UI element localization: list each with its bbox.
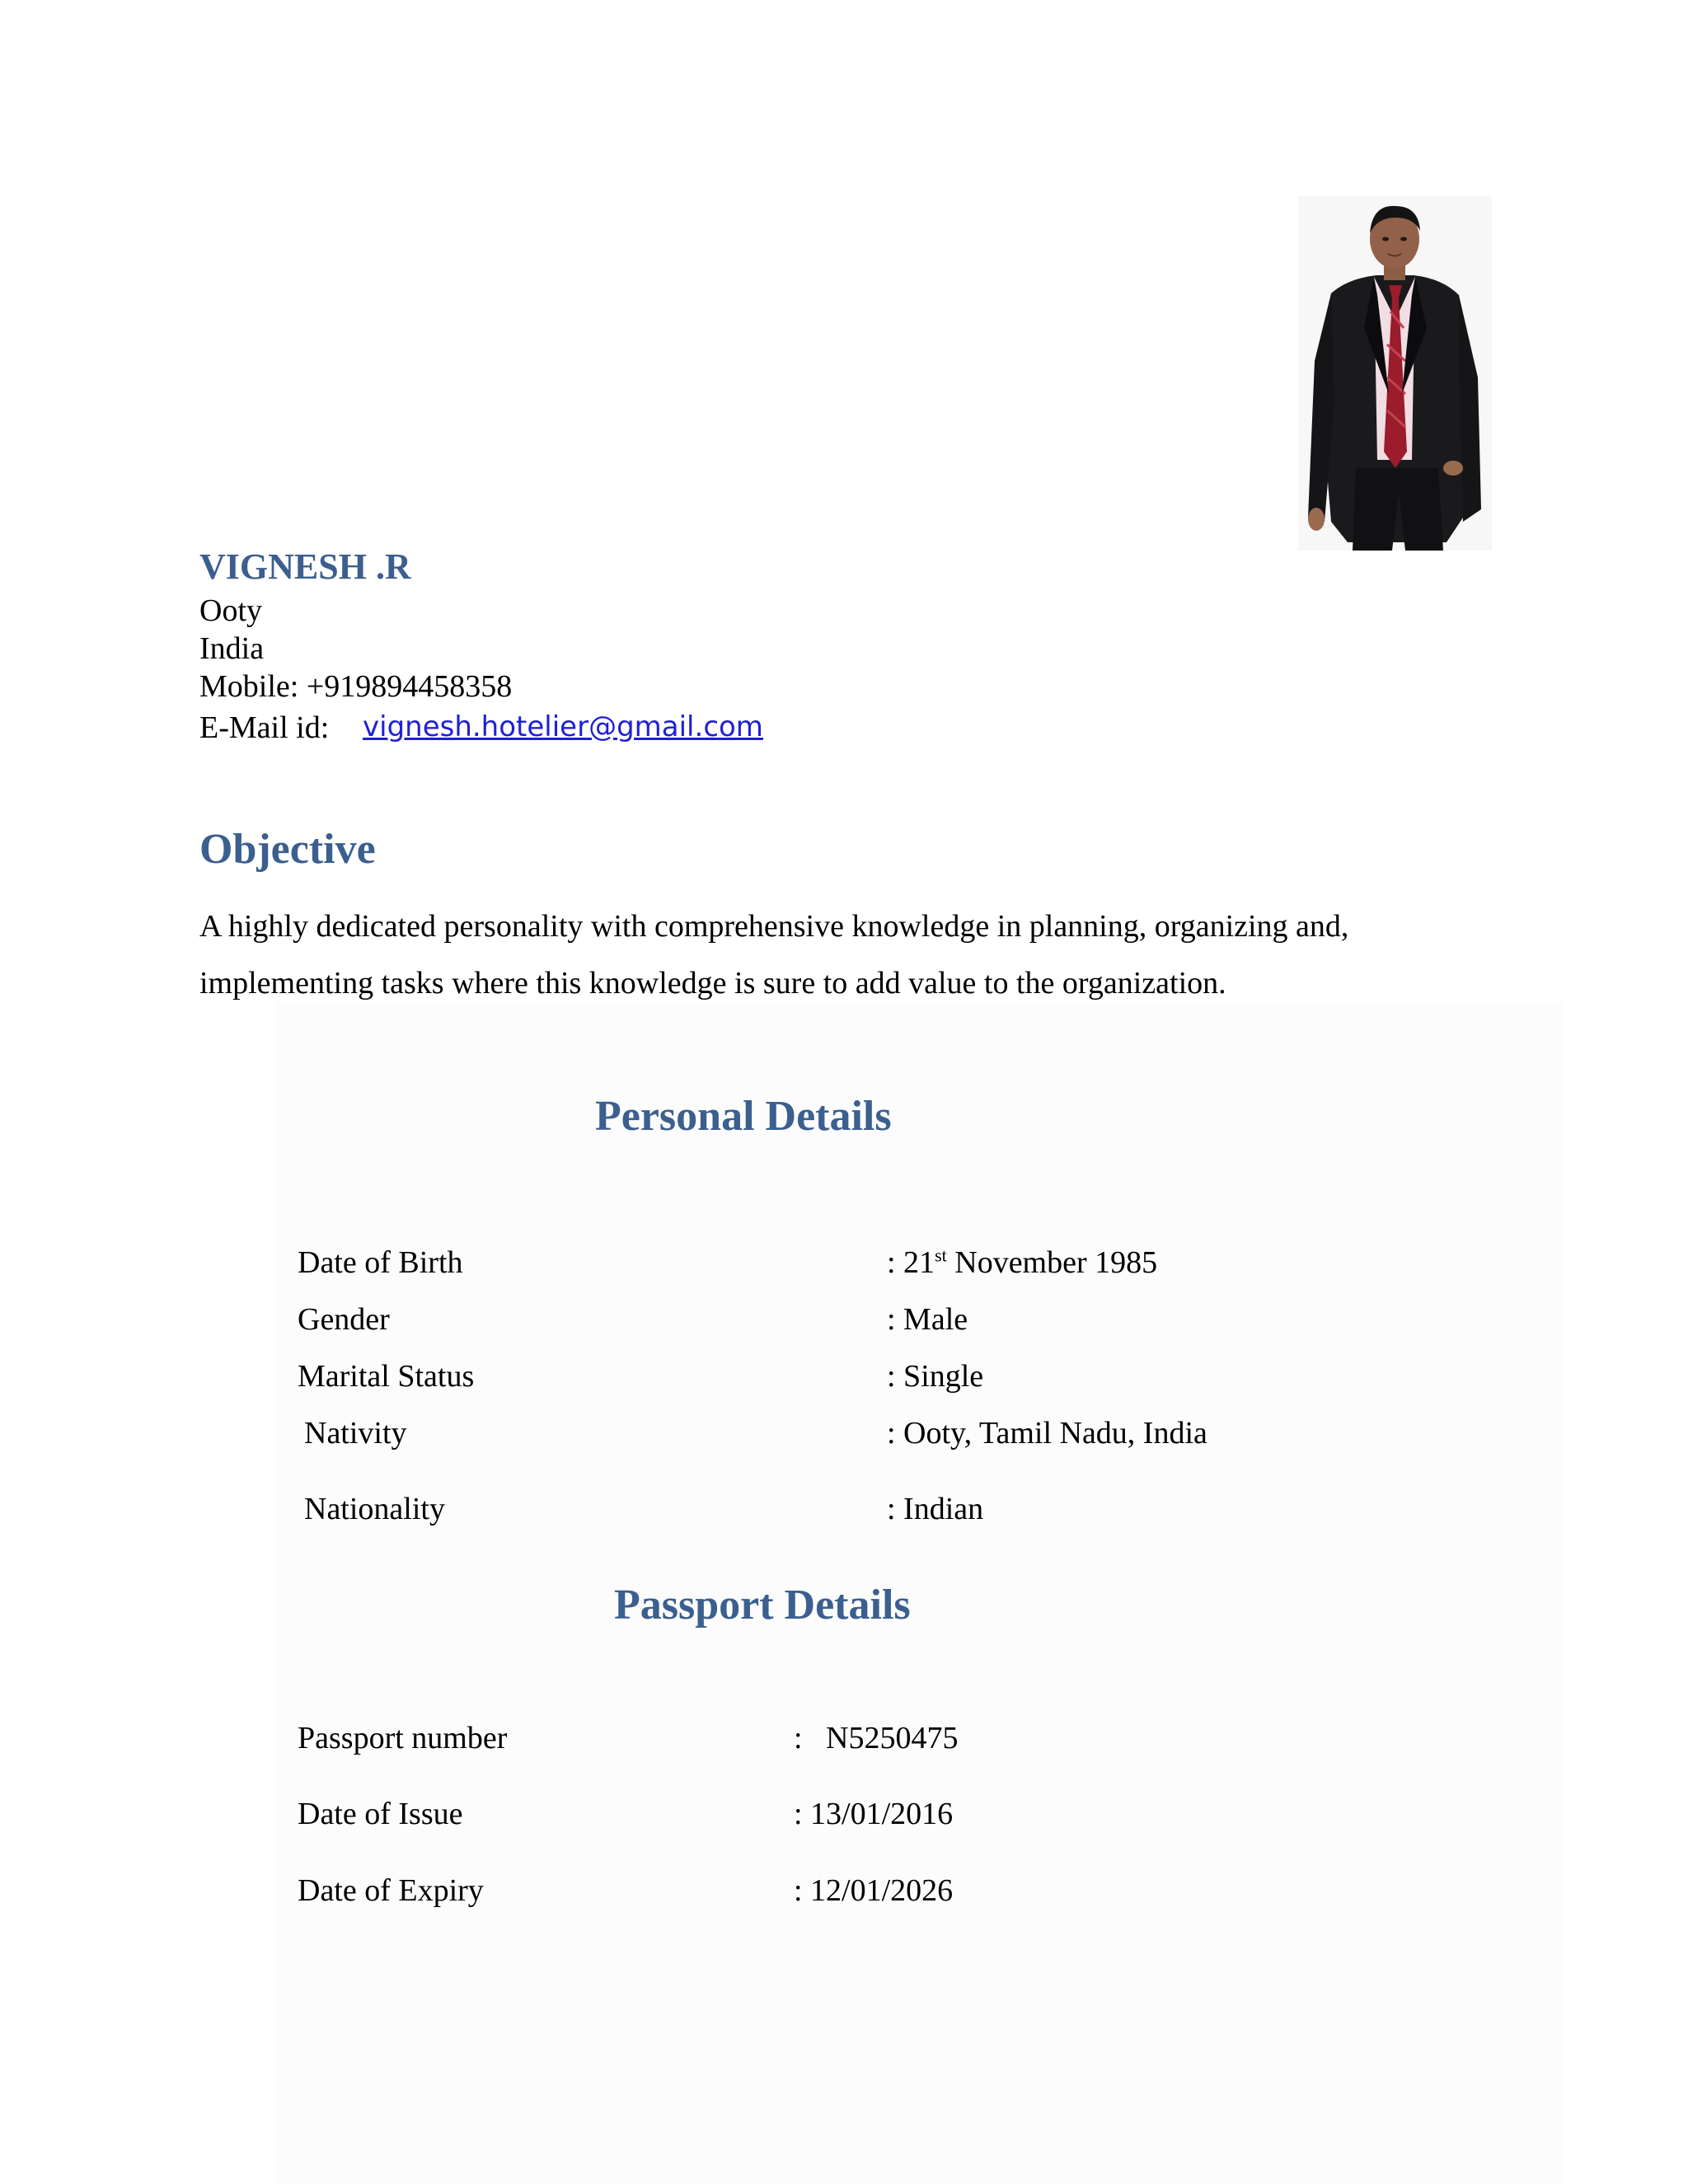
mobile-number: Mobile: +919894458358 [199, 669, 513, 704]
email-link[interactable]: vignesh.hotelier@gmail.com [363, 710, 763, 743]
dob-month-year: November 1985 [946, 1245, 1158, 1280]
address-city: Ooty [199, 593, 262, 628]
address-country: India [199, 631, 265, 666]
passport-details-heading: Passport Details [614, 1582, 911, 1629]
passport-number-label: Passport number [298, 1721, 508, 1755]
dob-value [887, 1244, 1157, 1282]
candidate-name: VIGNESH .R [199, 546, 411, 587]
email-label: E-Mail id: [199, 710, 330, 745]
nationality-value: : Indian [887, 1492, 984, 1526]
date-of-expiry-label: Date of Expiry [298, 1873, 484, 1908]
dob-day: : 21 [887, 1245, 935, 1280]
nativity-value: : Ooty, Tamil Nadu, India [887, 1416, 1207, 1451]
nativity-label: Nativity [304, 1416, 407, 1451]
marital-status-label: Marital Status [298, 1359, 475, 1394]
marital-status-value: : Single [887, 1359, 984, 1394]
date-of-issue-label: Date of Issue [298, 1797, 463, 1831]
personal-details-heading: Personal Details [595, 1093, 892, 1140]
objective-heading: Objective [199, 826, 376, 873]
date-of-expiry-value: : 12/01/2026 [794, 1873, 954, 1908]
dob-label: Date of Birth [298, 1245, 463, 1280]
dob-ordinal: st [935, 1244, 947, 1266]
date-of-issue-value: : 13/01/2016 [794, 1797, 954, 1831]
nationality-label: Nationality [304, 1492, 445, 1526]
gender-label: Gender [298, 1302, 390, 1337]
background-panel [276, 1001, 1562, 2184]
profile-photo [1298, 196, 1492, 551]
passport-number-value: : N5250475 [794, 1721, 959, 1755]
gender-value: : Male [887, 1302, 968, 1337]
objective-text: A highly dedicated personality with comprehensive knowledge in planning, organizing and, implementing tasks where this knowledge is sure to add value to the organization. [199, 909, 1349, 1001]
